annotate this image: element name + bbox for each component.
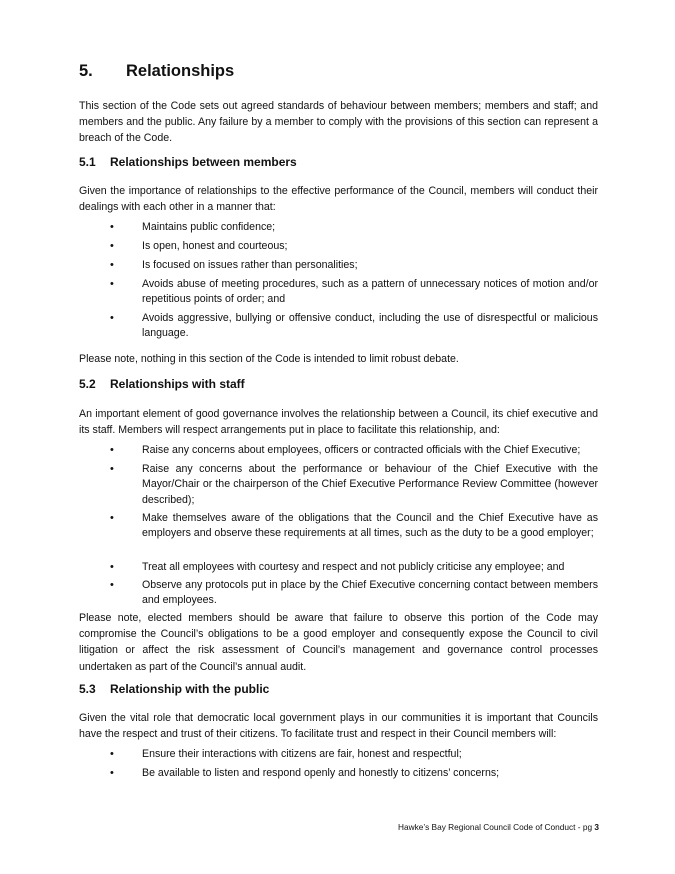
section-number: 5. xyxy=(79,62,93,80)
s51-lead-paragraph: Given the importance of relationships to the effective performance of the Council, members will conduct their dealings with each other in a manner that: xyxy=(79,185,598,214)
list-item-text: Make themselves aware of the obligations that the Council and the Chief Executive have as employers and observe these requirements at all times, such as the duty to be a good employer; xyxy=(142,512,598,540)
bullet-icon: • xyxy=(110,512,114,524)
list-item xyxy=(79,443,598,458)
list-item-text: Treat all employees with courtesy and respect and not publicly criticise any employee; and xyxy=(142,561,565,573)
page-footer xyxy=(398,822,599,832)
section-heading xyxy=(79,62,234,81)
list-item xyxy=(79,462,598,508)
list-item xyxy=(79,258,598,273)
subsection-heading-5-1 xyxy=(79,155,297,169)
subsection-title: Relationships between members xyxy=(110,155,297,169)
list-item-text: Is focused on issues rather than personalities; xyxy=(142,259,358,271)
list-item xyxy=(79,220,598,235)
bullet-icon: • xyxy=(110,748,114,760)
list-item xyxy=(79,560,598,575)
s52-note-paragraph: Please note, elected members should be aware that failure to observe this portion of the Code may compromise the Council’s obligations to be a good employer and consequently expose the Council to civil litigation or affect the risk assessment of Council’s management and governance control processes undertaken as part of the Council’s annual audit. xyxy=(79,612,598,673)
subsection-number: 5.2 xyxy=(79,377,96,391)
s51-note-paragraph: Please note, nothing in this section of the Code is intended to limit robust debate. xyxy=(79,353,459,365)
bullet-icon: • xyxy=(110,312,114,324)
bullet-icon: • xyxy=(110,579,114,591)
s53-lead-paragraph: Given the vital role that democratic local government plays in our communities it is important that Councils have the respect and trust of their citizens. To facilitate trust and respect in their Council members will: xyxy=(79,712,598,741)
list-item xyxy=(79,578,598,609)
list-item-text: Avoids abuse of meeting procedures, such as a pattern of unnecessary notices of motion and/or repetitious points of order; and xyxy=(142,278,598,306)
bullet-icon: • xyxy=(110,767,114,779)
bullet-icon: • xyxy=(110,463,114,475)
list-item-text: Maintains public confidence; xyxy=(142,221,276,233)
subsection-number: 5.1 xyxy=(79,155,96,169)
subsection-heading-5-3 xyxy=(79,682,269,696)
list-item-text: Be available to listen and respond openly and honestly to citizens’ concerns; xyxy=(142,767,500,779)
list-item-text: Raise any concerns about the performance or behaviour of the Chief Executive with the Mayor/Chair or the chairperson of the Chief Executive Performance Review Committee (however described); xyxy=(142,463,598,506)
subsection-number: 5.3 xyxy=(79,682,96,696)
bullet-icon: • xyxy=(110,561,114,573)
s52-lead-paragraph: An important element of good governance involves the relationship between a Council, its chief executive and its staff. Members will respect arrangements put in place to facilitate this relationship, and: xyxy=(79,408,598,437)
section-title: Relationships xyxy=(126,62,235,80)
bullet-icon: • xyxy=(110,221,114,233)
list-item xyxy=(79,511,598,542)
list-item xyxy=(79,277,598,308)
list-item-text: Is open, honest and courteous; xyxy=(142,240,288,252)
subsection-heading-5-2 xyxy=(79,377,245,391)
page-number: 3 xyxy=(594,822,599,832)
list-item-text: Avoids aggressive, bullying or offensive conduct, including the use of disrespectful or malicious language. xyxy=(142,312,598,340)
list-item xyxy=(79,747,598,762)
bullet-icon: • xyxy=(110,259,114,271)
intro-paragraph: This section of the Code sets out agreed standards of behaviour between members; members and staff; and members and the public. Any failure by a member to comply with the provisions of this section can represent a breach of the Code. xyxy=(79,100,598,145)
list-item-text: Raise any concerns about employees, officers or contracted officials with the Chief Executive; xyxy=(142,444,581,456)
list-item-text: Observe any protocols put in place by the Chief Executive concerning contact between members and employees. xyxy=(142,579,598,607)
bullet-icon: • xyxy=(110,444,114,456)
list-item xyxy=(79,239,598,254)
subsection-title: Relationships with staff xyxy=(110,377,245,391)
footer-text: Hawke’s Bay Regional Council Code of Conduct - pg xyxy=(398,822,595,832)
bullet-icon: • xyxy=(110,240,114,252)
list-item-text: Ensure their interactions with citizens are fair, honest and respectful; xyxy=(142,748,462,760)
bullet-icon: • xyxy=(110,278,114,290)
subsection-title: Relationship with the public xyxy=(110,682,270,696)
list-item xyxy=(79,311,598,342)
list-item xyxy=(79,766,598,781)
